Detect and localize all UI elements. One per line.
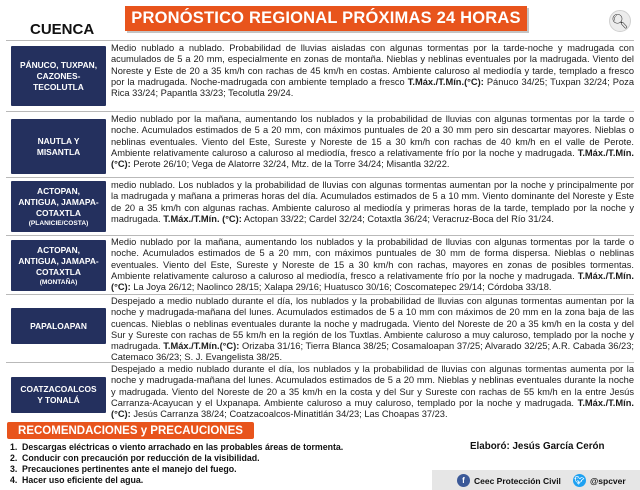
region-forecast-actopan-montana: Medio nublado por la mañana, aumentando los nublados y la probabilidad de lluvias con algunas tormentas por la tarde o noche. Acumulados estimados de 5 a 20 mm, con máximos puntuales de 30 mm de forma dispersa. Nieblas o neblinas eventuales. Viento del Este, Sureste y Noreste de 15 a 30 km/h con rachas, mayores en zonas de posibles tormentas. Ambiente relativamente caluroso a caluroso al mediodía, fresco a relativamente frío por la noche y madrugada. T.Máx./T.Mín. (°C): La Joya 26/12; Naolinco 28/15; Xalapa 29/16; Huatusco 30/16; Coscomatepec 29/14; Córdoba 33/18. <box>111 237 634 293</box>
page-title: PRONÓSTICO REGIONAL PRÓXIMAS 24 HORAS <box>131 9 521 27</box>
row-divider <box>6 294 634 295</box>
row-divider <box>6 177 634 178</box>
row-divider <box>6 362 634 363</box>
facebook-link[interactable]: f Ceec Protección Civil <box>457 474 561 487</box>
region-forecast-papaloapan: Despejado a medio nublado durante el día, los nublados y la probabilidad de lluvias con algunas tormentas aumentan por la noche y madrugada-mañana del lunes. Acumulados estimados de 5 a 10 mm con máximos de 20 mm en la zona baja de las cuencas. Nieblas o neblinas eventuales durante la noche y madrugada. Viento del Noreste de 20 a 35 km/h en la costa y del Sur y Sureste con rachas de 55 km/h en la región de los Tuxtlas. Ambiente caluroso a muy caluroso, templado por la noche y madrugada. T.Máx./T.Mín.(°C): Orizaba 31/16; Tierra Blanca 38/25; Cosamaloapan 37/25; Alvarado 32/25; A.R. Cabada 36/23; Catemaco 36/23; S. J. Evangelista 38/25. <box>111 296 634 363</box>
recommendations-list <box>10 442 430 486</box>
row-divider <box>6 40 634 41</box>
twitter-icon: 🐦︎ <box>574 476 585 485</box>
region-label-actopan-costa: ACTOPAN, ANTIGUA, JAMAPA- COTAXTLA (PLANICIE/COSTA) <box>11 181 106 232</box>
region-forecast-nautla: Medio nublado por la mañana, aumentando los nublados y la probabilidad de lluvias con algunas tormentas por la tarde o noche. Acumulados estimados de 5 a 20 mm, con máximos puntuales de 20 a 30 mm pero sin descartar mayores. Nieblas o neblinas eventuales. Viento del Este, Sureste y Noreste de 15 a 30 km/h con rachas de 40 km/h en el valle de Perote. Ambiente relativamente caluroso a caluroso al mediodía, fresco a relativamente frío por la noche y madrugada. T.Máx./T.Mín. (°C): Perote 26/10; Vega de Alatorre 32/24, Mtz. de la Torre 34/24; Misantla 32/22. <box>111 114 634 170</box>
region-forecast-coatzacoalcos: Despejado a medio nublado durante el día, los nublados y la probabilidad de lluvias con algunas tormentas aumenta por la noche y madrugada-mañana del lunes. Acumulados estimados de 5 a 20 mm. Nieblas y neblinas eventuales durante la noche y madrugada. Viento del Noreste de 20 a 35 km/h en la costa y del Sur y Sureste con rachas de 55 km/h en la entre Jesús Carranza-Acayucan y el Uxpanapa. Ambiente caluroso a muy caluroso, templado por la noche y madrugada. T.Máx./T.Mín. (°C): Jesús Carranza 38/24; Coatzacoalcos-Minatitlán 34/23; Las Choapas 37/23. <box>111 364 634 420</box>
region-forecast-actopan-costa: medio nublado. Los nublados y la probabilidad de lluvias con algunas tormentas aumentan por la noche y principalmente por la madrugada y mañana a primeras horas del día. Acumulados estimados de 5 a 10 mm. Viento dominante del Noreste y Este de 20 a 35 km/h con algunas rachas. Ambiente caluroso al mediodía y primeras horas de la tarde, templado por la noche y madrugada. T.Máx./T.Mín. (°C): Actopan 33/22; Cardel 32/24; Cotaxtla 36/24; Veracruz-Boca del Río 31/24. <box>111 180 634 224</box>
region-label-papaloapan: PAPALOAPAN <box>11 308 106 344</box>
region-label-nautla: NAUTLA Y MISANTLA <box>11 119 106 174</box>
list-item: 3. Precauciones pertinentes ante el manejo del fuego. <box>10 464 237 474</box>
row-divider <box>6 235 634 236</box>
recommendations-title: RECOMENDACIONES y PRECAUCIONES <box>7 422 254 439</box>
region-label-coatzacoalcos: COATZACOALCOS Y TONALÁ <box>11 377 106 413</box>
twitter-link[interactable]: 🐦︎ @spcver <box>574 475 626 486</box>
list-item: 1. Descargas eléctricas o viento arrachado en las probables áreas de tormenta. <box>10 442 344 452</box>
section-title: CUENCA <box>30 21 95 38</box>
author-credit: Elaboró: Jesús García Cerón <box>470 441 605 452</box>
zoom-icon[interactable]: 🔍︎ <box>609 10 631 32</box>
forecast-title-banner <box>125 6 527 31</box>
list-item: 2. Conducir con precaución por reducción de la visibilidad. <box>10 453 260 463</box>
region-label-panuco: PÁNUCO, TUXPAN, CAZONES- TECOLUTLA <box>11 46 106 106</box>
region-forecast-panuco: Medio nublado a nublado. Probabilidad de lluvias aisladas con algunas tormentas por la tarde-noche y madrugada con acumulados de 5 a 20 mm, especialmente en zonas de montaña. Nieblas y neblinas eventuales por la madrugada. Viento del Noreste y Este de 20 a 35 km/h con rachas de 45 km/h en costas. Ambiente caluroso al mediodía y tarde, templado a fresco por la madrugada. Noche-madrugada con ambiente templado a fresco T.Máx./T.Mín.(°C): Pánuco 34/25; Tuxpan 32/24; Poza Rica 33/24; Papantla 33/23; Tecolutla 29/24. <box>111 43 634 99</box>
list-item: 4. Hacer uso eficiente del agua. <box>10 475 144 485</box>
region-label-actopan-montana: ACTOPAN, ANTIGUA, JAMAPA- COTAXTLA (MONTAÑA) <box>11 240 106 291</box>
row-divider <box>6 111 634 112</box>
facebook-icon: f <box>457 474 470 487</box>
